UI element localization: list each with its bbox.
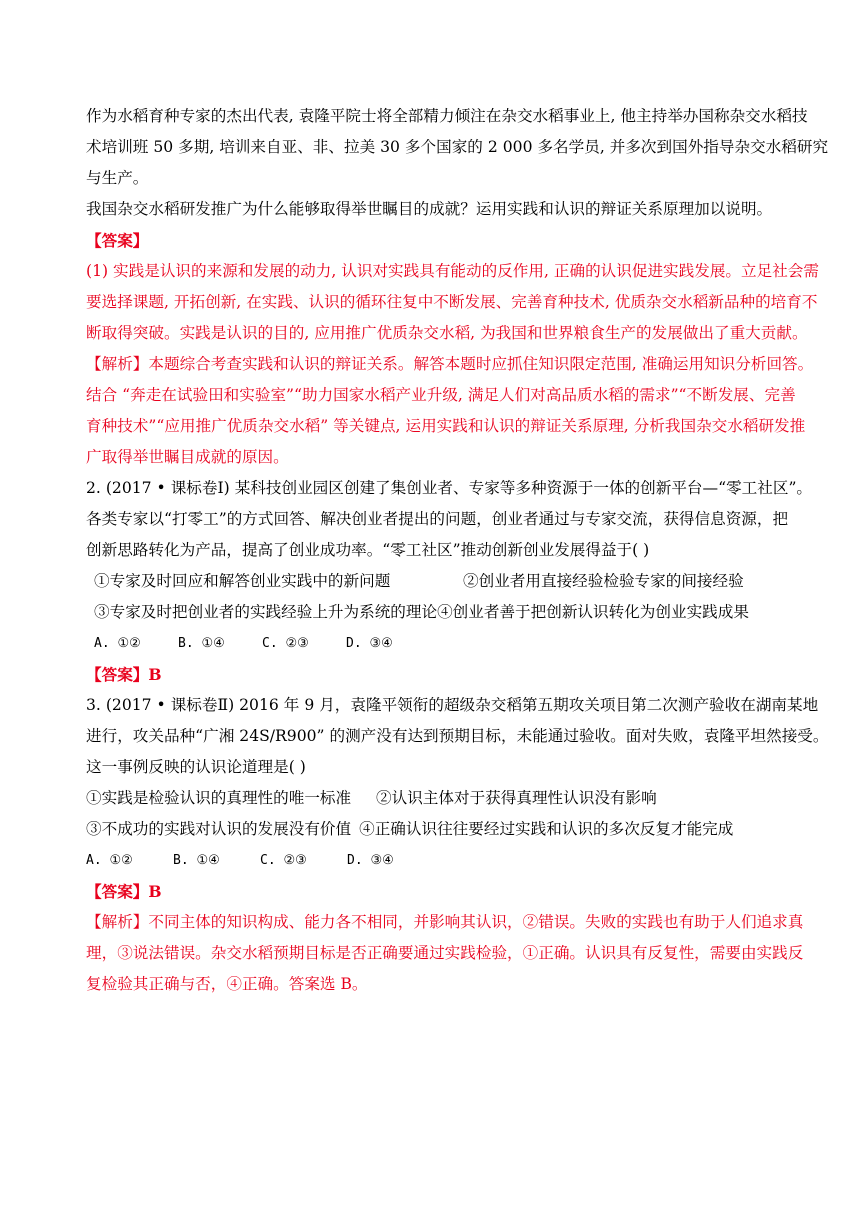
document-content [86,101,829,1000]
analysis-text: 【解析】不同主体的知识构成、能力各不相同，并影响其认识，②错误。失败的实践也有助于人们追求真 [86,913,804,931]
question-stem: 2. (2017 • 课标卷Ⅰ) 某科技创业园区创建了集创业者、专家等多种资源于一体的创新平台—“零工社区”。 [86,479,813,497]
choices-row [86,845,786,876]
choices-row [86,628,786,659]
options-row [86,814,786,845]
options-row [86,597,786,628]
answer-label: 【答案】B [86,665,162,684]
choice-a: A. ①② [94,636,141,651]
answer-label: 【答案】B [86,882,162,901]
options-row [86,566,786,597]
option-2: ②认识主体对于获得真理性认识没有影响 [376,789,657,807]
analysis-text: 复检验其正确与否，④正确。答案选 B。 [86,975,368,993]
choice-c: C. ②③ [262,636,309,651]
choice-d: D. ③④ [347,853,394,868]
choice-d: D. ③④ [346,636,393,651]
answer-text: (1) 实践是认识的来源和发展的动力, 认识对实践具有能动的反作用, 正确的认识促进实践发展。立足社会需 [86,262,819,280]
analysis-text: 结合 “奔走在试验田和实验室”“助力国家水稻产业升级, 满足人们对高品质水稻的需求”“不断发展、完善 [86,386,796,404]
analysis-text: 【解析】本题综合考查实践和认识的辩证关系。解答本题时应抓住知识限定范围, 准确运用知识分析回答。 [86,355,814,373]
choice-c: C. ②③ [260,853,307,868]
answer-text: 要选择课题, 开拓创新, 在实践、认识的循环往复中不断发展、完善育种技术, 优质杂交水稻新品种的培育不 [86,293,818,311]
option-4: ④正确认识往往要经过实践和认识的多次反复才能完成 [359,820,734,838]
question-stem: 这一事例反映的认识论道理是( ) [86,758,306,776]
choice-b: B. ①④ [178,636,225,651]
question-stem: 各类专家以“打零工”的方式回答、解决创业者提出的问题，创业者通过与专家交流，获得信息资源，把 [86,510,789,528]
option-1: ①专家及时回应和解答创业实践中的新问题 [94,572,391,590]
choice-a: A. ①② [86,853,133,868]
option-3: ③专家及时把创业者的实践经验上升为系统的理论 [94,603,438,621]
options-row [86,783,786,814]
option-1: ①实践是检验认识的真理性的唯一标准 [86,789,352,807]
question-stem: 创新思路转化为产品，提高了创业成功率。“零工社区”推动创新创业发展得益于( ) [86,541,650,559]
question-prompt: 我国杂交水稻研发推广为什么能够取得举世瞩目的成就？运用实践和认识的辩证关系原理加以说明。 [86,200,773,218]
analysis-text: 育种技术”“应用推广优质杂交水稻” 等关键点, 运用实践和认识的辩证关系原理, 分析我国杂交水稻研发推 [86,417,806,435]
passage-line: 与生产。 [86,169,149,187]
choice-b: B. ①④ [173,853,220,868]
analysis-text: 理，③说法错误。杂交水稻预期目标是否正确要通过实践检验，①正确。认识具有反复性，需要由实践反 [86,944,804,962]
analysis-text: 广取得举世瞩目成就的原因。 [86,448,289,466]
option-4: ④创业者善于把创新认识转化为创业实践成果 [437,603,749,621]
passage-line: 术培训班 50 多期, 培训来自亚、非、拉美 30 多个国家的 2 000 多名学员, 并多次到国外指导杂交水稻研究 [86,138,829,156]
question-stem: 进行，攻关品种“广湘 24S/R900” 的测产没有达到预期目标，未能通过验收。面对失败，袁隆平坦然接受。 [86,727,829,745]
option-2: ②创业者用直接经验检验专家的间接经验 [463,572,744,590]
option-3: ③不成功的实践对认识的发展没有价值 [86,820,352,838]
passage-line: 作为水稻育种专家的杰出代表, 袁隆平院士将全部精力倾注在杂交水稻事业上, 他主持举办国称杂交水稻技 [86,107,808,125]
answer-label: 【答案】 [86,231,149,250]
question-stem: 3. (2017 • 课标卷Ⅱ) 2016 年 9 月，袁隆平领衔的超级杂交稻第五期攻关项目第二次测产验收在湖南某地 [86,696,819,714]
answer-text: 断取得突破。实践是认识的目的, 应用推广优质杂交水稻, 为我国和世界粮食生产的发展做出了重大贡献。 [86,324,808,342]
